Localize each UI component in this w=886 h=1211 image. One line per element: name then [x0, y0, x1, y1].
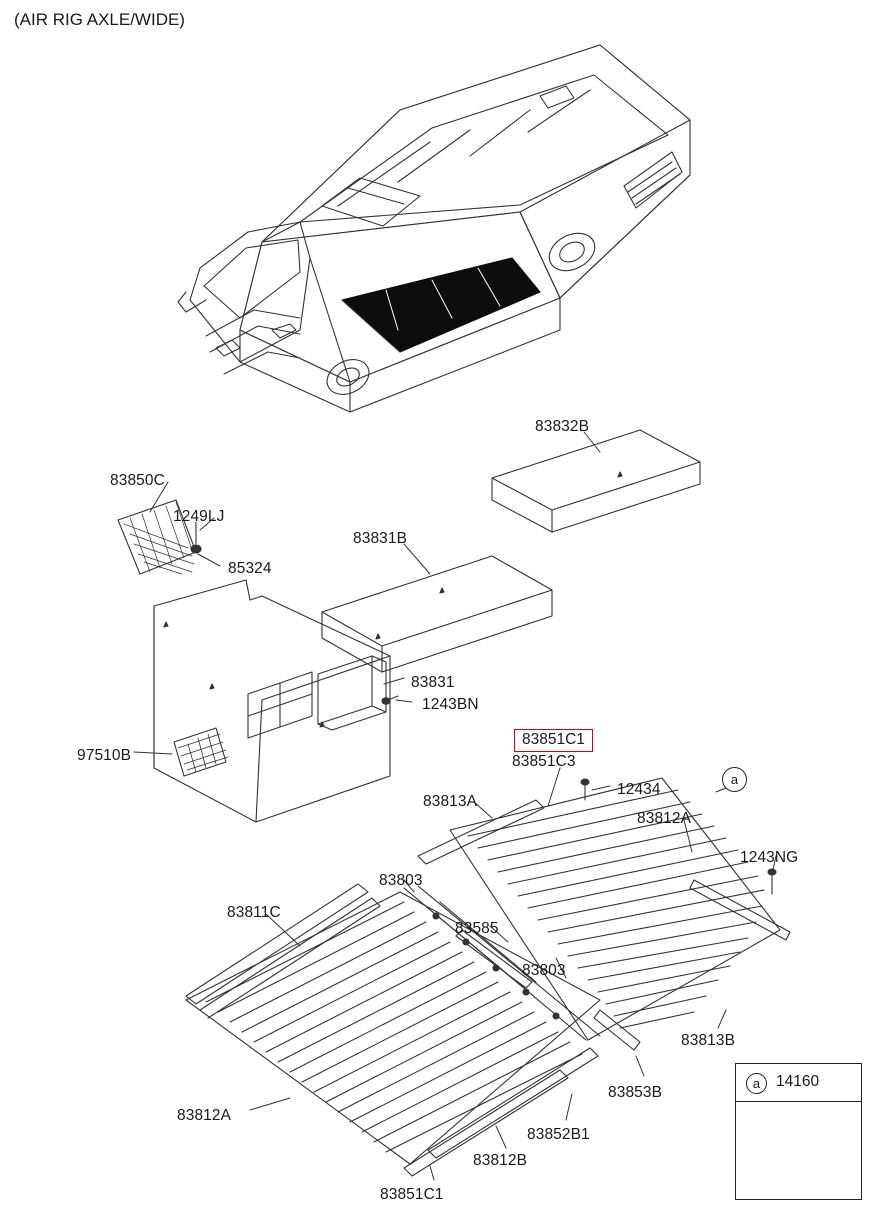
callout-1243BN: 1243BN	[422, 696, 479, 713]
callout-83850C: 83850C	[110, 472, 165, 489]
callout-83853B: 83853B	[608, 1084, 663, 1101]
part-97510B	[174, 728, 228, 776]
callout-83852B1: 83852B1	[527, 1126, 590, 1143]
callout-12434: 12434	[617, 781, 661, 798]
page-title: (AIR RIG AXLE/WIDE)	[14, 10, 185, 29]
part-1249LJ	[191, 522, 201, 553]
callout-83812A-left: 83812A	[177, 1107, 232, 1124]
callout-83831: 83831	[411, 674, 455, 691]
callout-83851C3: 83851C3	[512, 753, 576, 770]
callout-83803-upper: 83803	[379, 872, 423, 889]
callout-1249LJ: 1249LJ	[173, 508, 225, 525]
callout-83812A-right: 83812A	[637, 810, 692, 827]
callout-83803-lower: 83803	[522, 962, 566, 979]
callout-97510B: 97510B	[77, 747, 132, 764]
part-side-panel	[154, 580, 390, 822]
callout-83812B: 83812B	[473, 1152, 528, 1169]
legend-box	[735, 1063, 862, 1200]
highlighted-part-number[interactable]: 83851C1	[514, 729, 593, 752]
callout-83832B: 83832B	[535, 418, 590, 435]
callout-83851C1-bottom: 83851C1	[380, 1186, 444, 1203]
part-12434	[581, 779, 589, 800]
callout-85324: 85324	[228, 560, 272, 577]
callout-marker-a: a	[722, 767, 747, 792]
part-83585	[456, 930, 532, 988]
legend-part-number: 14160	[776, 1073, 820, 1090]
part-83832B	[492, 430, 700, 532]
callout-1243NG: 1243NG	[740, 849, 799, 866]
callout-83813B: 83813B	[681, 1032, 736, 1049]
callout-83813A: 83813A	[423, 793, 478, 810]
part-83831	[318, 656, 386, 730]
legend-marker-a: a	[746, 1073, 767, 1094]
part-83831B	[322, 556, 552, 672]
legend-header	[736, 1064, 861, 1102]
part-floor-left	[186, 892, 600, 1164]
callout-83585: 83585	[455, 920, 499, 937]
part-83853B	[594, 1010, 640, 1050]
callout-83831B: 83831B	[353, 530, 408, 547]
callout-83811C: 83811C	[227, 904, 281, 921]
bus-illustration	[178, 45, 690, 412]
